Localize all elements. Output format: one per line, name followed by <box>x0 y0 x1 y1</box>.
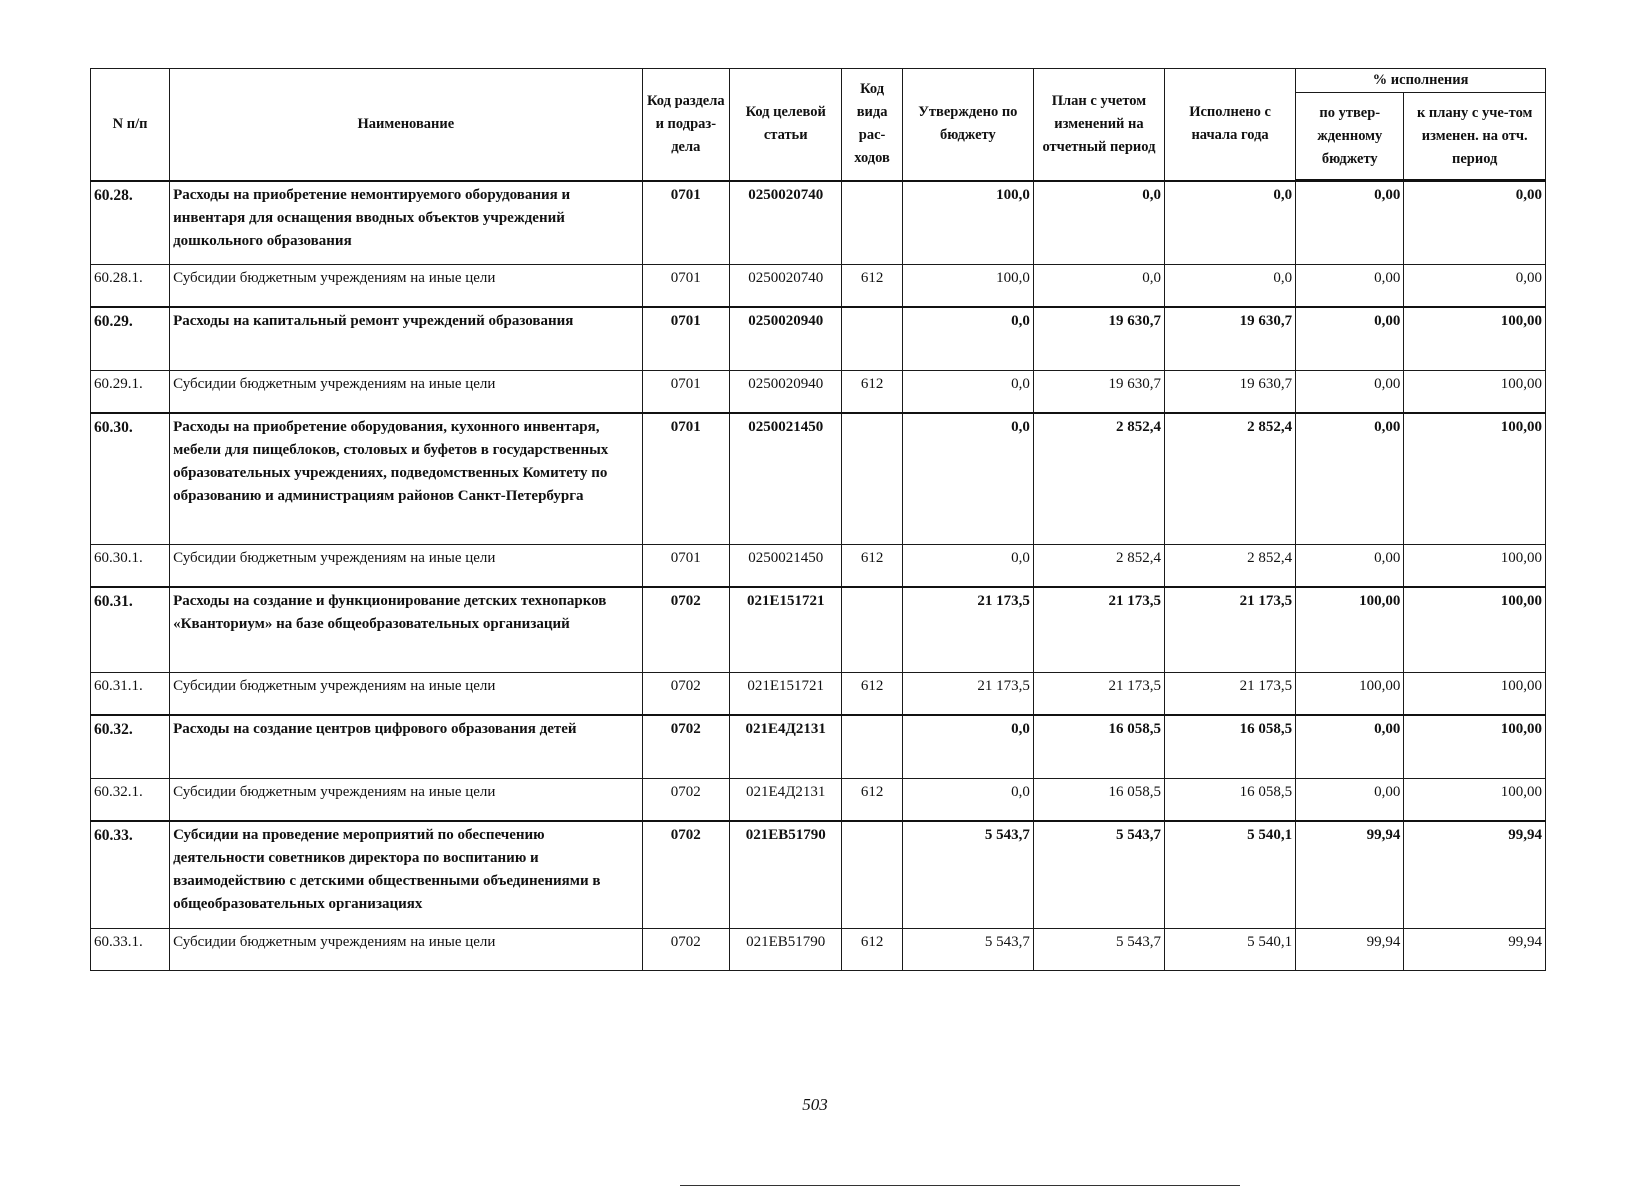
cell-vid: 612 <box>842 371 902 413</box>
header-plan: План с учетом изменений на отчетный период <box>1033 69 1164 181</box>
table-row <box>91 673 1546 715</box>
cell-celevoy: 021E151721 <box>730 587 842 673</box>
cell-celevoy: 0250020740 <box>730 265 842 307</box>
cell-pct-budget: 0,00 <box>1296 413 1404 545</box>
cell-utv: 0,0 <box>902 371 1033 413</box>
cell-name: Расходы на приобретение немонтируемого оборудования и инвентаря для оснащения вводных объектов учреждений дошкольного образования <box>170 181 643 265</box>
cell-utv: 100,0 <box>902 265 1033 307</box>
cell-pct-plan: 0,00 <box>1404 181 1546 265</box>
header-pct: % исполнения <box>1296 69 1546 93</box>
cell-celevoy: 0250021450 <box>730 545 842 587</box>
cell-npp: 60.32. <box>91 715 170 779</box>
cell-pct-budget: 0,00 <box>1296 779 1404 821</box>
cell-vid <box>842 821 902 929</box>
page-number: 503 <box>802 1095 828 1114</box>
cell-utv: 5 543,7 <box>902 929 1033 971</box>
cell-plan: 5 543,7 <box>1033 929 1164 971</box>
cell-celevoy: 0250020740 <box>730 181 842 265</box>
header-vid: Код вида рас-ходов <box>842 69 902 181</box>
cell-utv: 0,0 <box>902 779 1033 821</box>
header-pct-plan: к плану с уче-том изменен. на отч. период <box>1404 93 1546 181</box>
cell-name: Расходы на создание центров цифрового образования детей <box>170 715 643 779</box>
header-npp: N п/п <box>91 69 170 181</box>
cell-utv: 0,0 <box>902 307 1033 371</box>
cell-vid: 612 <box>842 929 902 971</box>
cell-plan: 2 852,4 <box>1033 413 1164 545</box>
cell-plan: 19 630,7 <box>1033 307 1164 371</box>
cell-npp: 60.28.1. <box>91 265 170 307</box>
cell-npp: 60.28. <box>91 181 170 265</box>
cell-razdel: 0701 <box>642 371 729 413</box>
cell-vid: 612 <box>842 265 902 307</box>
cell-plan: 5 543,7 <box>1033 821 1164 929</box>
table-row <box>91 587 1546 673</box>
cell-razdel: 0702 <box>642 779 729 821</box>
cell-vid <box>842 715 902 779</box>
cell-celevoy: 021E151721 <box>730 673 842 715</box>
cell-pct-budget: 0,00 <box>1296 265 1404 307</box>
budget-execution-table <box>90 68 1546 971</box>
cell-pct-budget: 0,00 <box>1296 545 1404 587</box>
cell-pct-plan: 100,00 <box>1404 307 1546 371</box>
cell-name: Субсидии бюджетным учреждениям на иные цели <box>170 779 643 821</box>
cell-plan: 2 852,4 <box>1033 545 1164 587</box>
cell-ispolneno: 0,0 <box>1165 181 1296 265</box>
cell-ispolneno: 19 630,7 <box>1165 371 1296 413</box>
table-row <box>91 715 1546 779</box>
cell-razdel: 0702 <box>642 587 729 673</box>
cell-utv: 100,0 <box>902 181 1033 265</box>
cell-pct-budget: 0,00 <box>1296 371 1404 413</box>
cell-razdel: 0702 <box>642 821 729 929</box>
cell-ispolneno: 16 058,5 <box>1165 779 1296 821</box>
table-row <box>91 307 1546 371</box>
table-row <box>91 779 1546 821</box>
cell-name: Расходы на создание и функционирование детских технопарков «Кванториум» на базе общеобразовательных организаций <box>170 587 643 673</box>
cell-vid <box>842 181 902 265</box>
cell-pct-plan: 100,00 <box>1404 413 1546 545</box>
cell-ispolneno: 21 173,5 <box>1165 673 1296 715</box>
cell-celevoy: 0250021450 <box>730 413 842 545</box>
cell-ispolneno: 5 540,1 <box>1165 821 1296 929</box>
cell-plan: 19 630,7 <box>1033 371 1164 413</box>
cell-celevoy: 021E4Д2131 <box>730 779 842 821</box>
table-row <box>91 181 1546 265</box>
cell-pct-plan: 100,00 <box>1404 587 1546 673</box>
cell-npp: 60.31. <box>91 587 170 673</box>
cell-razdel: 0702 <box>642 929 729 971</box>
cell-pct-plan: 100,00 <box>1404 371 1546 413</box>
cell-name: Расходы на приобретение оборудования, кухонного инвентаря, мебели для пищеблоков, столовых и буфетов в государственных образовательных учреждениях, подведомственных Комитету по образованию и администрациям районов Санкт-Петербурга <box>170 413 643 545</box>
table-row <box>91 371 1546 413</box>
cell-pct-plan: 100,00 <box>1404 673 1546 715</box>
cell-npp: 60.31.1. <box>91 673 170 715</box>
cell-pct-plan: 99,94 <box>1404 821 1546 929</box>
cell-pct-plan: 0,00 <box>1404 265 1546 307</box>
cell-plan: 16 058,5 <box>1033 779 1164 821</box>
cell-celevoy: 0250020940 <box>730 371 842 413</box>
table-row <box>91 821 1546 929</box>
cell-vid <box>842 307 902 371</box>
cell-pct-budget: 0,00 <box>1296 715 1404 779</box>
cell-npp: 60.32.1. <box>91 779 170 821</box>
table-row <box>91 929 1546 971</box>
cell-utv: 5 543,7 <box>902 821 1033 929</box>
cell-npp: 60.33. <box>91 821 170 929</box>
table-row <box>91 413 1546 545</box>
cell-pct-budget: 100,00 <box>1296 587 1404 673</box>
cell-name: Субсидии бюджетным учреждениям на иные цели <box>170 673 643 715</box>
cell-utv: 0,0 <box>902 545 1033 587</box>
header-razdel: Код раздела и подраз-дела <box>642 69 729 181</box>
cell-ispolneno: 21 173,5 <box>1165 587 1296 673</box>
table-row <box>91 545 1546 587</box>
cell-plan: 0,0 <box>1033 181 1164 265</box>
bottom-divider <box>680 1185 1240 1186</box>
cell-ispolneno: 2 852,4 <box>1165 413 1296 545</box>
cell-npp: 60.29.1. <box>91 371 170 413</box>
cell-vid <box>842 413 902 545</box>
cell-celevoy: 0250020940 <box>730 307 842 371</box>
cell-utv: 21 173,5 <box>902 587 1033 673</box>
cell-razdel: 0701 <box>642 413 729 545</box>
cell-ispolneno: 5 540,1 <box>1165 929 1296 971</box>
cell-plan: 21 173,5 <box>1033 587 1164 673</box>
cell-razdel: 0701 <box>642 265 729 307</box>
cell-ispolneno: 2 852,4 <box>1165 545 1296 587</box>
cell-vid: 612 <box>842 779 902 821</box>
cell-utv: 21 173,5 <box>902 673 1033 715</box>
table-header <box>91 69 1546 181</box>
cell-pct-plan: 99,94 <box>1404 929 1546 971</box>
cell-pct-budget: 0,00 <box>1296 181 1404 265</box>
cell-ispolneno: 0,0 <box>1165 265 1296 307</box>
cell-razdel: 0702 <box>642 715 729 779</box>
cell-npp: 60.30.1. <box>91 545 170 587</box>
cell-vid: 612 <box>842 545 902 587</box>
cell-pct-budget: 0,00 <box>1296 307 1404 371</box>
cell-celevoy: 021EB51790 <box>730 821 842 929</box>
cell-plan: 21 173,5 <box>1033 673 1164 715</box>
cell-plan: 0,0 <box>1033 265 1164 307</box>
cell-npp: 60.33.1. <box>91 929 170 971</box>
cell-vid: 612 <box>842 673 902 715</box>
header-pct-budget: по утвер-жденному бюджету <box>1296 93 1404 181</box>
cell-vid <box>842 587 902 673</box>
cell-pct-budget: 99,94 <box>1296 821 1404 929</box>
header-name: Наименование <box>170 69 643 181</box>
cell-name: Субсидии бюджетным учреждениям на иные цели <box>170 929 643 971</box>
cell-celevoy: 021EB51790 <box>730 929 842 971</box>
cell-name: Субсидии бюджетным учреждениям на иные цели <box>170 265 643 307</box>
cell-ispolneno: 16 058,5 <box>1165 715 1296 779</box>
cell-pct-budget: 100,00 <box>1296 673 1404 715</box>
header-utv: Утверждено по бюджету <box>902 69 1033 181</box>
cell-razdel: 0701 <box>642 307 729 371</box>
header-ispolneno: Исполнено с начала года <box>1165 69 1296 181</box>
cell-razdel: 0701 <box>642 545 729 587</box>
cell-pct-plan: 100,00 <box>1404 715 1546 779</box>
cell-npp: 60.29. <box>91 307 170 371</box>
table-row <box>91 265 1546 307</box>
cell-name: Субсидии на проведение мероприятий по обеспечению деятельности советников директора по воспитанию и взаимодействию с детскими общественными объединениями в общеобразовательных организациях <box>170 821 643 929</box>
cell-pct-plan: 100,00 <box>1404 545 1546 587</box>
cell-name: Субсидии бюджетным учреждениям на иные цели <box>170 545 643 587</box>
cell-razdel: 0702 <box>642 673 729 715</box>
cell-utv: 0,0 <box>902 413 1033 545</box>
cell-razdel: 0701 <box>642 181 729 265</box>
table-body <box>91 181 1546 971</box>
header-celevoy: Код целевой статьи <box>730 69 842 181</box>
cell-celevoy: 021E4Д2131 <box>730 715 842 779</box>
cell-pct-plan: 100,00 <box>1404 779 1546 821</box>
cell-name: Субсидии бюджетным учреждениям на иные цели <box>170 371 643 413</box>
cell-npp: 60.30. <box>91 413 170 545</box>
cell-pct-budget: 99,94 <box>1296 929 1404 971</box>
cell-ispolneno: 19 630,7 <box>1165 307 1296 371</box>
cell-plan: 16 058,5 <box>1033 715 1164 779</box>
cell-utv: 0,0 <box>902 715 1033 779</box>
cell-name: Расходы на капитальный ремонт учреждений образования <box>170 307 643 371</box>
